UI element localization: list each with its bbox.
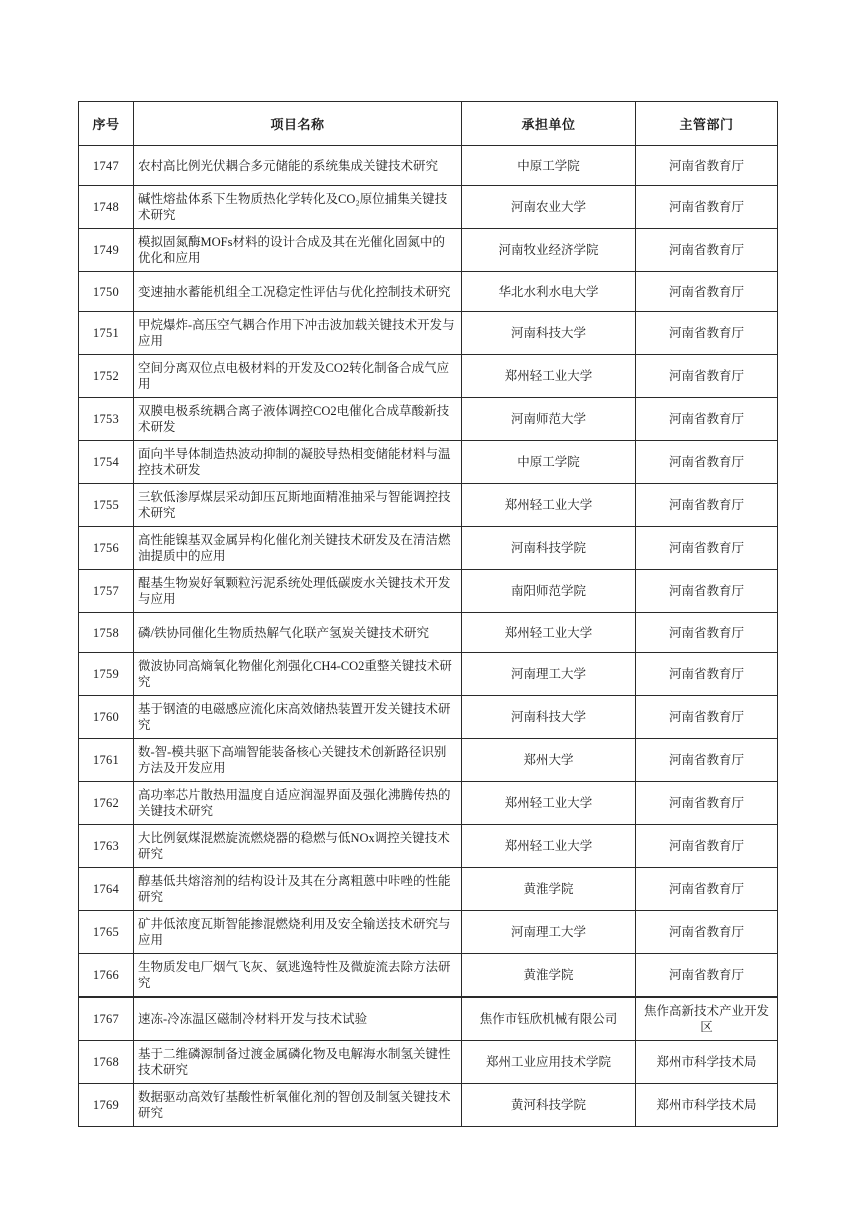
supervising-department-cell: 河南省教育厅 xyxy=(636,312,778,355)
project-name-cell: 农村高比例光伏耦合多元储能的系统集成关键技术研究 xyxy=(134,146,462,186)
serial-number-cell: 1750 xyxy=(79,272,134,312)
serial-number-cell: 1765 xyxy=(79,911,134,954)
supervising-department-cell: 河南省教育厅 xyxy=(636,229,778,272)
serial-number-cell: 1763 xyxy=(79,825,134,868)
serial-number-cell: 1749 xyxy=(79,229,134,272)
supervising-department-cell: 河南省教育厅 xyxy=(636,825,778,868)
supervising-department-cell: 河南省教育厅 xyxy=(636,653,778,696)
undertaking-unit-cell: 郑州轻工业大学 xyxy=(462,825,636,868)
supervising-department-cell: 河南省教育厅 xyxy=(636,272,778,312)
col-header-serial-number: 序号 xyxy=(79,102,134,146)
table-row xyxy=(79,398,778,441)
header-row xyxy=(79,102,778,146)
col-header-supervising-department: 主管部门 xyxy=(636,102,778,146)
project-name-cell: 磷/铁协同催化生物质热解气化联产氢炭关键技术研究 xyxy=(134,613,462,653)
project-name-cell: 醇基低共熔溶剂的结构设计及其在分离粗蒽中咔唑的性能研究 xyxy=(134,868,462,911)
undertaking-unit-cell: 河南理工大学 xyxy=(462,653,636,696)
project-name-cell: 双膜电极系统耦合离子液体调控CO2电催化合成草酸新技术研发 xyxy=(134,398,462,441)
supervising-department-cell: 河南省教育厅 xyxy=(636,186,778,229)
project-name-cell: 生物质发电厂烟气飞灰、氨逃逸特性及微旋流去除方法研究 xyxy=(134,954,462,998)
undertaking-unit-cell: 中原工学院 xyxy=(462,146,636,186)
supervising-department-cell: 河南省教育厅 xyxy=(636,782,778,825)
serial-number-cell: 1764 xyxy=(79,868,134,911)
table-row xyxy=(79,186,778,229)
project-name-cell: 大比例氨煤混燃旋流燃烧器的稳燃与低NOx调控关键技术研究 xyxy=(134,825,462,868)
project-name-cell: 模拟固氮酶MOFs材料的设计合成及其在光催化固氮中的优化和应用 xyxy=(134,229,462,272)
serial-number-cell: 1752 xyxy=(79,355,134,398)
undertaking-unit-cell: 河南师范大学 xyxy=(462,398,636,441)
undertaking-unit-cell: 郑州轻工业大学 xyxy=(462,613,636,653)
undertaking-unit-cell: 焦作市钰欣机械有限公司 xyxy=(462,997,636,1041)
undertaking-unit-cell: 黄河科技学院 xyxy=(462,1084,636,1127)
undertaking-unit-cell: 黄淮学院 xyxy=(462,868,636,911)
project-name-cell: 微波协同高熵氧化物催化剂强化CH4-CO2重整关键技术研究 xyxy=(134,653,462,696)
serial-number-cell: 1767 xyxy=(79,997,134,1041)
supervising-department-cell: 焦作高新技术产业开发区 xyxy=(636,997,778,1041)
table-row xyxy=(79,868,778,911)
table-row xyxy=(79,527,778,570)
supervising-department-cell: 河南省教育厅 xyxy=(636,696,778,739)
project-name-cell: 高性能镍基双金属异构化催化剂关键技术研发及在清洁燃油提质中的应用 xyxy=(134,527,462,570)
serial-number-cell: 1756 xyxy=(79,527,134,570)
undertaking-unit-cell: 黄淮学院 xyxy=(462,954,636,998)
serial-number-cell: 1747 xyxy=(79,146,134,186)
table-row xyxy=(79,570,778,613)
table-row xyxy=(79,312,778,355)
undertaking-unit-cell: 郑州轻工业大学 xyxy=(462,782,636,825)
serial-number-cell: 1759 xyxy=(79,653,134,696)
table-row xyxy=(79,653,778,696)
table-row xyxy=(79,229,778,272)
undertaking-unit-cell: 郑州大学 xyxy=(462,739,636,782)
table-row xyxy=(79,911,778,954)
supervising-department-cell: 河南省教育厅 xyxy=(636,484,778,527)
undertaking-unit-cell: 河南科技大学 xyxy=(462,312,636,355)
serial-number-cell: 1766 xyxy=(79,954,134,998)
serial-number-cell: 1760 xyxy=(79,696,134,739)
undertaking-unit-cell: 郑州轻工业大学 xyxy=(462,355,636,398)
serial-number-cell: 1748 xyxy=(79,186,134,229)
table-row xyxy=(79,954,778,998)
project-name-cell: 基于钢渣的电磁感应流化床高效储热装置开发关键技术研究 xyxy=(134,696,462,739)
serial-number-cell: 1754 xyxy=(79,441,134,484)
serial-number-cell: 1762 xyxy=(79,782,134,825)
table-row xyxy=(79,355,778,398)
table-row xyxy=(79,613,778,653)
serial-number-cell: 1769 xyxy=(79,1084,134,1127)
supervising-department-cell: 河南省教育厅 xyxy=(636,954,778,998)
serial-number-cell: 1758 xyxy=(79,613,134,653)
project-name-cell: 高功率芯片散热用温度自适应润湿界面及强化沸腾传热的关键技术研究 xyxy=(134,782,462,825)
project-name-cell: 三软低渗厚煤层采动卸压瓦斯地面精准抽采与智能调控技术研究 xyxy=(134,484,462,527)
project-name-cell: 甲烷爆炸-高压空气耦合作用下冲击波加载关键技术开发与应用 xyxy=(134,312,462,355)
col-header-undertaking-unit: 承担单位 xyxy=(462,102,636,146)
projects-table xyxy=(78,101,778,1127)
table-row xyxy=(79,825,778,868)
serial-number-cell: 1753 xyxy=(79,398,134,441)
supervising-department-cell: 河南省教育厅 xyxy=(636,355,778,398)
project-name-cell: 数据驱动高效钌基酸性析氧催化剂的智创及制氢关键技术研究 xyxy=(134,1084,462,1127)
table-row xyxy=(79,1041,778,1084)
serial-number-cell: 1751 xyxy=(79,312,134,355)
project-name-cell: 碱性熔盐体系下生物质热化学转化及CO₂原位捕集关键技术研究 xyxy=(134,186,462,229)
supervising-department-cell: 河南省教育厅 xyxy=(636,527,778,570)
undertaking-unit-cell: 河南牧业经济学院 xyxy=(462,229,636,272)
project-name-cell: 矿井低浓度瓦斯智能掺混燃烧利用及安全输送技术研究与应用 xyxy=(134,911,462,954)
supervising-department-cell: 河南省教育厅 xyxy=(636,146,778,186)
undertaking-unit-cell: 中原工学院 xyxy=(462,441,636,484)
undertaking-unit-cell: 郑州轻工业大学 xyxy=(462,484,636,527)
table-row xyxy=(79,441,778,484)
table-row xyxy=(79,272,778,312)
undertaking-unit-cell: 南阳师范学院 xyxy=(462,570,636,613)
undertaking-unit-cell: 河南理工大学 xyxy=(462,911,636,954)
supervising-department-cell: 河南省教育厅 xyxy=(636,868,778,911)
project-name-cell: 空间分离双位点电极材料的开发及CO2转化制备合成气应用 xyxy=(134,355,462,398)
projects-table-body xyxy=(79,146,778,1127)
undertaking-unit-cell: 河南农业大学 xyxy=(462,186,636,229)
table-row xyxy=(79,739,778,782)
supervising-department-cell: 河南省教育厅 xyxy=(636,441,778,484)
table-row xyxy=(79,997,778,1041)
table-row xyxy=(79,696,778,739)
col-header-project-name: 项目名称 xyxy=(134,102,462,146)
undertaking-unit-cell: 河南科技大学 xyxy=(462,696,636,739)
supervising-department-cell: 河南省教育厅 xyxy=(636,911,778,954)
table-row xyxy=(79,484,778,527)
supervising-department-cell: 河南省教育厅 xyxy=(636,613,778,653)
serial-number-cell: 1761 xyxy=(79,739,134,782)
project-name-cell: 醌基生物炭好氧颗粒污泥系统处理低碳废水关键技术开发与应用 xyxy=(134,570,462,613)
serial-number-cell: 1768 xyxy=(79,1041,134,1084)
supervising-department-cell: 河南省教育厅 xyxy=(636,570,778,613)
project-name-cell: 基于二维磷源制备过渡金属磷化物及电解海水制氢关键性技术研究 xyxy=(134,1041,462,1084)
table-row xyxy=(79,1084,778,1127)
serial-number-cell: 1757 xyxy=(79,570,134,613)
supervising-department-cell: 郑州市科学技术局 xyxy=(636,1084,778,1127)
table-row xyxy=(79,146,778,186)
projects-table-header xyxy=(79,102,778,146)
project-name-cell: 速冻-冷冻温区磁制冷材料开发与技术试验 xyxy=(134,997,462,1041)
undertaking-unit-cell: 华北水利水电大学 xyxy=(462,272,636,312)
table-row xyxy=(79,782,778,825)
project-name-cell: 变速抽水蓄能机组全工况稳定性评估与优化控制技术研究 xyxy=(134,272,462,312)
project-name-cell: 面向半导体制造热波动抑制的凝胶导热相变储能材料与温控技术研发 xyxy=(134,441,462,484)
supervising-department-cell: 郑州市科学技术局 xyxy=(636,1041,778,1084)
supervising-department-cell: 河南省教育厅 xyxy=(636,398,778,441)
undertaking-unit-cell: 河南科技学院 xyxy=(462,527,636,570)
supervising-department-cell: 河南省教育厅 xyxy=(636,739,778,782)
undertaking-unit-cell: 郑州工业应用技术学院 xyxy=(462,1041,636,1084)
project-name-cell: 数-智-模共驱下高端智能装备核心关键技术创新路径识别方法及开发应用 xyxy=(134,739,462,782)
serial-number-cell: 1755 xyxy=(79,484,134,527)
